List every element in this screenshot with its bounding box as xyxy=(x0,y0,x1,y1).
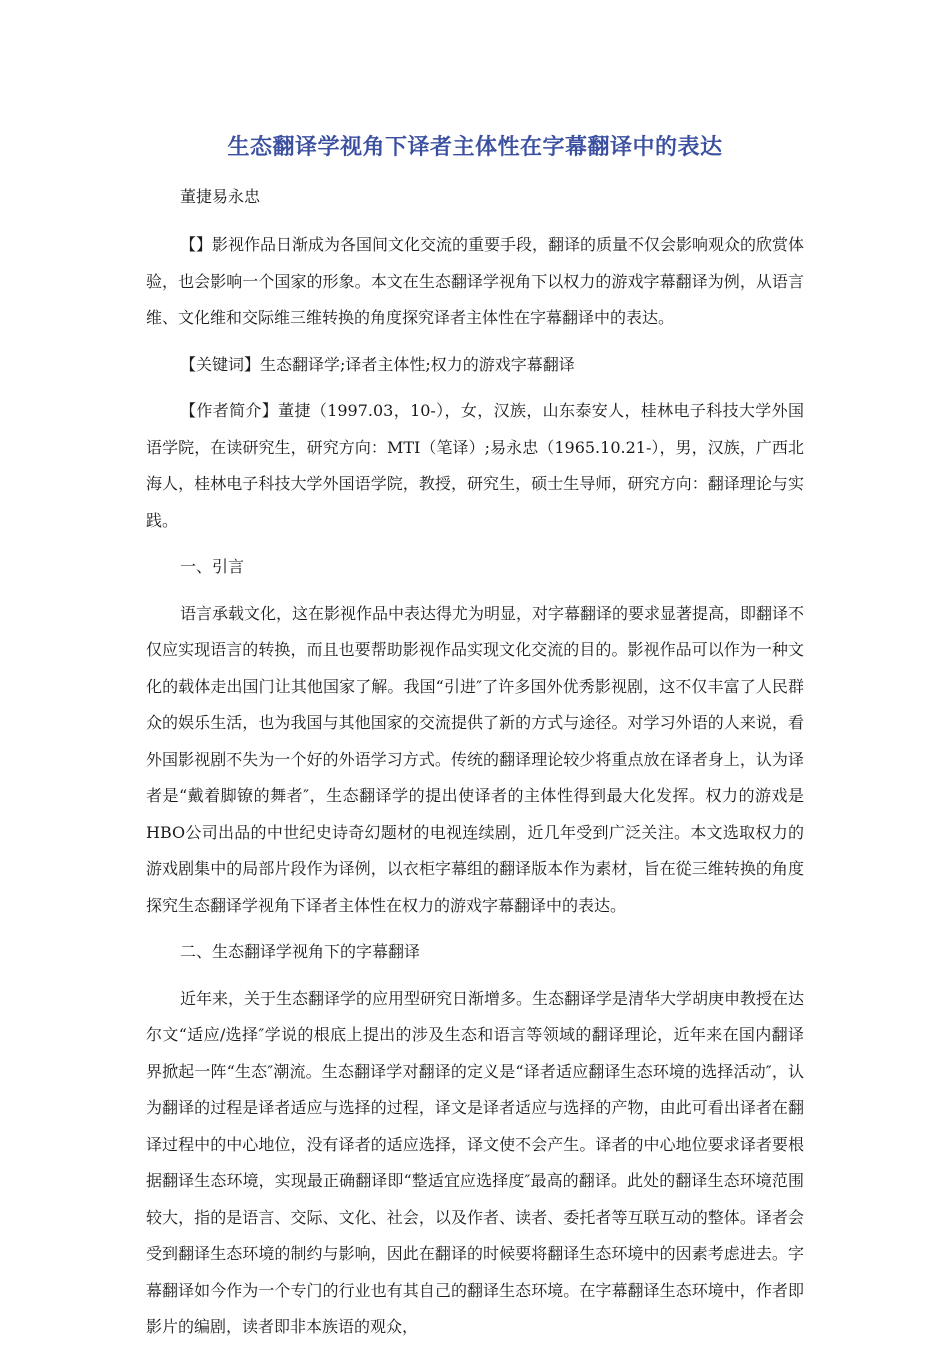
keywords-paragraph: 【关键词】生态翻译学;译者主体性;权力的游戏字幕翻译 xyxy=(180,354,575,374)
paper-authors: 董捷易永忠 xyxy=(180,187,261,206)
abstract-paragraph: 【】影视作品日渐成为各国间文化交流的重要手段，翻译的质量不仅会影响观众的欣赏体验，也会影响一个国家的形象。本文在生态翻译学视角下以权力的游戏字幕翻译为例，从语言维、文化维和交际维三维转换的角度探究译者主体性在字幕翻译中的表达。 xyxy=(146,235,805,327)
author-bio-paragraph: 【作者简介】董捷（1997.03，10-），女，汉族，山东泰安人，桂林电子科技大学外国语学院，在读研究生，研究方向：MTI（笔译）;易永忠（1965.10.21-），男，汉族，广西北海人，桂林电子科技大学外国语学院，教授，研究生，硕士生导师，研究方向：翻译理论与实践。 xyxy=(146,401,804,530)
intro-paragraph: 语言承载文化，这在影视作品中表达得尤为明显，对字幕翻译的要求显著提高，即翻译不仅应实现语言的转换，而且也要帮助影视作品实现文化交流的目的。影视作品可以作为一种文化的载体走出国门让其他国家了解。我国“引进″了许多国外优秀影视剧，这不仅丰富了人民群众的娱乐生活，也为我国与其他国家的交流提供了新的方式与途径。对学习外语的人来说，看外国影视剧不失为一个好的外语学习方式。传统的翻译理论较少将重点放在译者身上，认为译者是“戴着脚镣的舞者″，生态翻译学的提出使译者的主体性得到最大化发挥。权力的游戏是HBO公司出品的中世纪史诗奇幻题材的电视连续剧，近几年受到广泛关注。本文选取权力的游戏剧集中的局部片段作为译例，以衣柜字幕组的翻译版本作为素材，旨在從三维转换的角度探究生态翻译学视角下译者主体性在权力的游戏字幕翻译中的表达。 xyxy=(146,603,805,915)
eco-translatology-paragraph: 近年来，关于生态翻译学的应用型研究日渐增多。生态翻译学是清华大学胡庚申教授在达尔文“适应/选择″学说的根底上提出的涉及生态和语言等领域的翻译理论，近年来在国内翻译界掀起一阵“生态″潮流。生态翻译学对翻译的定义是“译者适应翻译生态环境的选择活动″，认为翻译的过程是译者适应与选择的过程，译文是译者适应与选择的产物，由此可看出译者在翻译过程中的中心地位，没有译者的适应选择，译文使不会产生。译者的中心地位要求译者要根据翻译生态环境，实现最正确翻译即“整适宜应选择度″最高的翻译。此处的翻译生态环境范围较大，指的是语言、交际、文化、社会，以及作者、读者、委托者等互联互动的整体。译者会受到翻译生态环境的制约与影响，因此在翻译的时候要将翻译生态环境中的因素考虑进去。字幕翻译如今作为一个专门的行业也有其自己的翻译生态环境。在字幕翻译生态环境中，作者即影片的编剧，读者即非本族语的观众， xyxy=(146,988,805,1336)
paper-title: 生态翻译学视角下译者主体性在字幕翻译中的表达 xyxy=(227,135,723,160)
section-heading-intro: 一、引言 xyxy=(180,557,245,576)
section-heading-eco-translatology: 二、生态翻译学视角下的字幕翻译 xyxy=(180,942,421,961)
